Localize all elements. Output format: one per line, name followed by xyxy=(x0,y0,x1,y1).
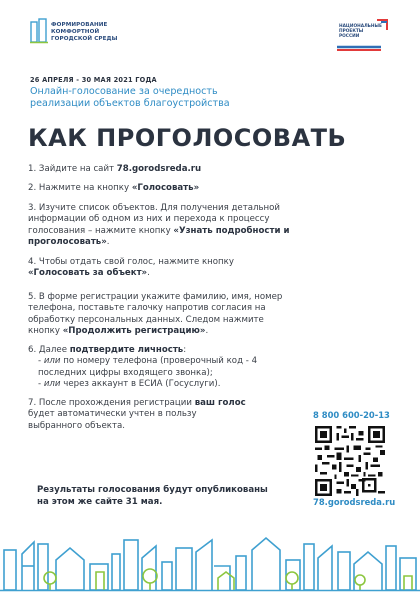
confirm-identity-text: подтвердите личность xyxy=(69,345,184,355)
or-word: или xyxy=(43,356,61,367)
details-button-name: «Узнать подробности и проголосовать» xyxy=(28,225,290,248)
voting-dates: 26 АПРЕЛЯ - 30 МАЯ 2021 ГОДА xyxy=(30,76,157,84)
step-text: 7. После прохождения регистрации xyxy=(28,398,195,408)
continue-registration-button-name: «Продолжить регистрацию» xyxy=(62,326,206,337)
city-skyline-decoration xyxy=(0,520,420,592)
page-title: КАК ПРОГОЛОСОВАТЬ xyxy=(28,124,347,152)
step-3 xyxy=(28,203,298,249)
step-5 xyxy=(28,292,298,338)
step-6-heading xyxy=(28,345,298,356)
step-2 xyxy=(28,183,298,194)
dash: - xyxy=(38,356,44,367)
esia-option xyxy=(28,379,298,390)
step-text: 5. В форме регистрации укажите фамилию, имя, номер телефона, поставьте галочку напротив согласия на обработку персональных данных. Следом нажмите кнопку xyxy=(28,292,283,337)
step-6 xyxy=(28,345,298,391)
step-text-end: . xyxy=(147,268,150,279)
step-text: 6. Далее xyxy=(28,345,70,355)
results-note: Результаты голосования будут опубликованы на этом же сайте 31 мая. xyxy=(37,485,268,507)
city-blocks-logo-icon xyxy=(30,18,48,44)
dash: - xyxy=(38,379,44,390)
step-text-end: будет автоматически учтен в пользу выбранного объекта. xyxy=(28,409,197,431)
logo-right-line: НАЦИОНАЛЬНЫЕ xyxy=(339,24,382,29)
step-text-end: : xyxy=(183,345,187,355)
national-projects-logo xyxy=(337,16,389,54)
option-text: по номеру телефона (проверочный код - 4 последних цифры входящего звонка); xyxy=(38,356,258,378)
step-text: 4. Чтобы отдать свой голос, нажмите кнопку xyxy=(28,257,234,267)
site-url[interactable]: 78.gorodsreda.ru xyxy=(313,497,396,507)
logo-right-line: РОССИИ xyxy=(339,34,360,40)
step-7 xyxy=(28,398,253,432)
step-1 xyxy=(28,164,298,175)
logo-left-line: ГОРОДСКОЙ СРЕДЫ xyxy=(51,36,118,42)
logo-left-text xyxy=(51,22,118,43)
logo-left-line: ФОРМИРОВАНИЕ xyxy=(51,22,108,28)
vote-button-name: «Голосовать» xyxy=(131,183,200,193)
step-text: 2. Нажмите на кнопку xyxy=(28,183,132,193)
qr-code-icon[interactable] xyxy=(315,426,385,496)
comfortable-city-logo xyxy=(30,18,150,48)
step-4 xyxy=(28,257,298,280)
subtitle: Онлайн-голосование за очередность реализации объектов благоустройства xyxy=(30,86,230,109)
step-text-end: . xyxy=(205,326,209,337)
vote-for-object-button-name: «Голосовать за объект» xyxy=(28,268,148,279)
hotline-phone[interactable]: 8 800 600-20-13 xyxy=(313,410,390,420)
step-text-end: . xyxy=(106,237,110,248)
logo-left-line: КОМФОРТНОЙ xyxy=(51,29,100,35)
logo-right-text xyxy=(339,24,382,40)
phone-option xyxy=(28,356,298,379)
your-vote-text: ваш голос xyxy=(194,398,246,408)
logo-right-line: ПРОЕКТЫ xyxy=(339,29,364,35)
step-text: 3. Изучите список объектов. Для получения детальной информации об одном из них и перехода к процессу голосования – нажмите кнопку xyxy=(28,203,280,236)
step-text: 1. Зайдите на сайт xyxy=(28,164,117,174)
or-word: или xyxy=(43,379,61,390)
site-link[interactable]: 78.gorodsreda.ru xyxy=(116,164,202,174)
option-text: через аккаунт в ЕСИА (Госуслуги). xyxy=(60,379,221,390)
